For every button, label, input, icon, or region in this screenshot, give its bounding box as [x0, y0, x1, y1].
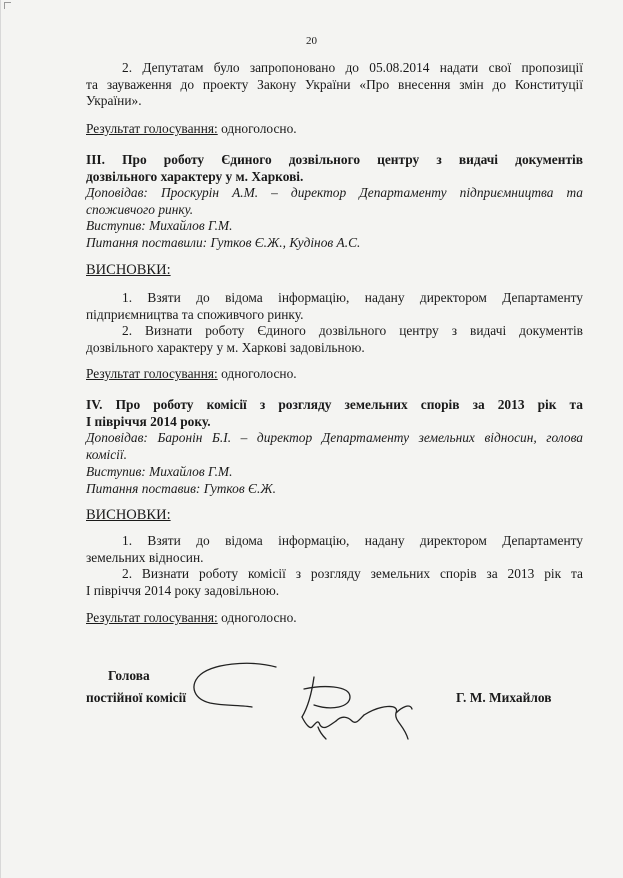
section-3-speaker-line-2: споживчого ринку.	[86, 201, 194, 217]
item-2-line-1: 2. Депутатам було запропоновано до 05.08.2014 надати свої пропозиції	[122, 60, 583, 75]
vote-value: одноголосно.	[217, 121, 297, 136]
section-3-speaker-line-1: Доповідав: Проскурін А.М. – директор Департаменту підприємництва та	[86, 185, 583, 200]
vote-result-3	[86, 610, 583, 627]
section-4-conclusion-1-line-2: земельних відносин.	[86, 549, 204, 565]
item-2-line-3: України».	[86, 93, 142, 108]
section-3-conclusions-heading: ВИСНОВКИ:	[86, 262, 171, 278]
section-3-conclusion-1-line-2: підприємництва та споживчого ринку.	[86, 306, 304, 322]
vote-label: Результат голосування:	[86, 121, 218, 136]
scan-edge	[0, 0, 1, 878]
page-number: 20	[306, 35, 317, 47]
section-4-conclusions-heading: ВИСНОВКИ:	[86, 507, 171, 523]
section-3-title-line-2: дозвільного характеру у м. Харкові.	[86, 168, 304, 184]
section-4-conclusion-2-line-2: І півріччя 2014 року задовільною.	[86, 582, 280, 598]
signature-title-line-1: Голова	[108, 668, 150, 683]
vote-label: Результат голосування:	[86, 610, 218, 625]
item-2-line-2: та зауваження до проекту Закону України «Про внесення змін до Конституції	[86, 76, 583, 92]
section-3	[86, 152, 583, 251]
section-4	[86, 397, 583, 497]
section-4-participant: Виступив: Михайлов Г.М.	[86, 464, 233, 479]
vote-value: одноголосно.	[217, 610, 297, 625]
section-3-participant: Виступив: Михайлов Г.М.	[86, 218, 233, 233]
vote-label: Результат голосування:	[86, 366, 218, 381]
section-3-conclusion-2-line-1: 2. Визнати роботу Єдиного дозвільного центру з видачі документів	[122, 323, 583, 338]
signature-title-line-2: постійної комісії	[86, 690, 187, 705]
section-3-title-line-1: ІІІ. Про роботу Єдиного дозвільного центру з видачі документів	[86, 152, 583, 167]
item-2-paragraph	[86, 60, 583, 110]
section-4-speaker-line-2: комісії.	[86, 446, 127, 462]
signatory-name: Г. М. Михайлов	[456, 690, 552, 705]
section-4-conclusions	[86, 533, 583, 599]
section-3-conclusions	[86, 290, 583, 356]
section-3-conclusion-2-line-2: дозвільного характеру у м. Харкові задовільною.	[86, 339, 365, 355]
section-4-conclusion-2-line-1: 2. Визнати роботу комісії з розгляду земельних спорів за 2013 рік та	[122, 566, 583, 581]
section-3-conclusion-1-line-1: 1. Взяти до відома інформацію, надану директором Департаменту	[122, 290, 583, 305]
vote-value: одноголосно.	[217, 366, 297, 381]
section-4-conclusion-1-line-1: 1. Взяти до відома інформацію, надану директором Департаменту	[122, 533, 583, 548]
scan-corner-mark	[4, 2, 11, 9]
vote-result-2	[86, 366, 583, 383]
handwritten-signature	[190, 655, 430, 745]
section-4-speaker-line-1: Доповідав: Баронін Б.І. – директор Департаменту земельних відносин, голова	[86, 430, 583, 445]
section-4-title-line-2: І півріччя 2014 року.	[86, 413, 211, 429]
section-3-questions: Питання поставили: Гутков Є.Ж., Кудінов А.С.	[86, 234, 361, 250]
section-4-title-line-1: IV. Про роботу комісії з розгляду земельних спорів за 2013 рік та	[86, 397, 583, 412]
vote-result-1	[86, 121, 583, 138]
section-4-questions: Питання поставив: Гутков Є.Ж.	[86, 480, 276, 496]
